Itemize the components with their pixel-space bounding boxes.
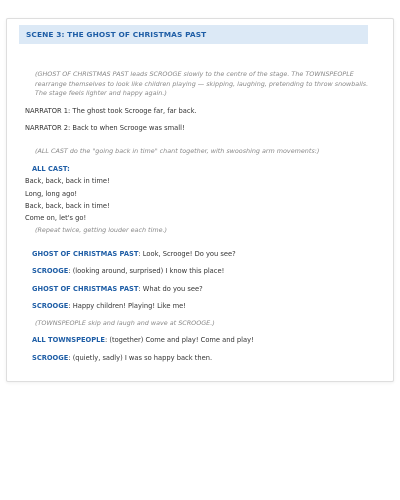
dialogue-line — [32, 336, 254, 345]
scene-title: SCENE 3: THE GHOST OF CHRISTMAS PAST — [19, 25, 368, 44]
stage-direction-opening: (GHOST OF CHRISTMAS PAST leads SCROOGE slowly to the centre of the stage. The TOWNSPEOPLE rearrange themselves to look like children playing — skipping, laughing, pretending to throw snowballs. The stage feels lighter and happy again.) — [35, 70, 369, 98]
chant-line: Back, back, back in time! — [25, 177, 110, 185]
dialogue-line — [32, 267, 224, 276]
speaker-name: SCROOGE — [32, 354, 69, 362]
narrator-2-line: NARRATOR 2: Back to when Scrooge was small! — [25, 124, 185, 132]
speaker-name: GHOST OF CHRISTMAS PAST — [32, 250, 139, 258]
dialogue-line — [32, 354, 212, 363]
dialogue-text: : What do you see? — [138, 285, 203, 293]
dialogue-text: : (quietly, sadly) I was so happy back then. — [68, 354, 213, 362]
speaker-name: SCROOGE — [32, 302, 69, 310]
speaker-name: GHOST OF CHRISTMAS PAST — [32, 285, 139, 293]
stage-direction-chant: (ALL CAST do the "going back in time" chant together, with swooshing arm movements:) — [35, 147, 320, 155]
dialogue-text: : (looking around, surprised) I know this place! — [68, 267, 225, 275]
speaker-name: SCROOGE — [32, 267, 69, 275]
dialogue-text: : Look, Scrooge! Do you see? — [138, 250, 236, 258]
narrator-1-line: NARRATOR 1: The ghost took Scrooge far, far back. — [25, 107, 197, 115]
chant-line: Back, back, back in time! — [25, 202, 110, 210]
speaker-all-cast: ALL CAST: — [32, 165, 70, 173]
chant-line: Long, long ago! — [25, 190, 78, 198]
dialogue-text: : (together) Come and play! Come and play! — [104, 336, 254, 344]
speaker-name: ALL TOWNSPEOPLE — [32, 336, 105, 344]
stage-direction-repeat: (Repeat twice, getting louder each time.) — [35, 226, 168, 234]
dialogue-line — [32, 250, 236, 259]
dialogue-text: : Happy children! Playing! Like me! — [68, 302, 186, 310]
chant-line: Come on, let's go! — [25, 214, 87, 222]
stage-direction-townspeople: (TOWNSPEOPLE skip and laugh and wave at SCROOGE.) — [35, 319, 215, 327]
dialogue-line — [32, 302, 186, 311]
dialogue-line — [32, 285, 203, 294]
